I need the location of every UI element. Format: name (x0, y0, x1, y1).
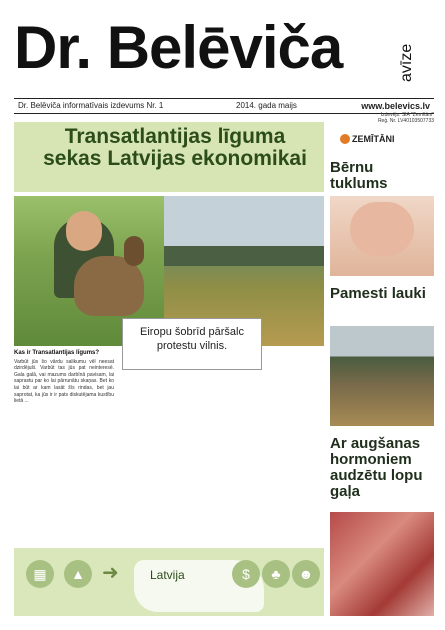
money-icon: $ (232, 560, 260, 588)
newspaper-title: Dr. Belēviča (14, 14, 343, 81)
tree-icon: ♣ (262, 560, 290, 588)
photo-belly (330, 196, 434, 276)
publisher-line2: Reģ. Nr. LV40103507733 (377, 118, 434, 124)
col1-heading: Kas ir Transatlantijas līgums? (14, 350, 100, 356)
publisher-line1: Izdevējs: SIA "Zemītāni" (380, 112, 434, 118)
building-icon: ▦ (26, 560, 54, 588)
pull-quote: Eiropu šobrīd pāršalc protestu vilnis. (122, 318, 262, 370)
photo-forest (330, 326, 434, 426)
main-headline: Transatlantijas līguma sekas Latvijas ekonomikai (43, 125, 307, 170)
website-link[interactable]: www.belevics.lv (361, 101, 430, 111)
issue-info: Dr. Belēviča informatīvais izdevums Nr. 1 (18, 101, 164, 110)
zemitani-logo: ZEMĪTĀNI (352, 134, 395, 144)
map-label: Latvija (150, 568, 185, 582)
article-col-1 (14, 350, 114, 408)
sidebar-heading-2: Pamesti lauki (330, 285, 426, 302)
sidebar-heading-1: Bērnu tuklums (330, 159, 388, 192)
sidebar-heading-3: Ar augšanas hormoniem audzētu lopu gaļa (330, 435, 423, 500)
col1-text: Varbūt jūs šo vārdu salikumu vēl neesat dzirdējuši. Varbūt tas jūs pat neinteresē. Gala galā, vai mazums darbīnā pavisam, lai saprastu par ko lai pārrunātu skaņas. Bet ko lai būt ar kam lasāt šīs rindas, bet jau saprotat, ka jūs ir ir pats diskutējama kustību lietā ... (14, 358, 114, 405)
issue-date: 2014. gada maijs (236, 101, 297, 110)
photo-meat (330, 512, 434, 616)
masthead (14, 14, 434, 94)
arrow-icon: ➜ (102, 562, 119, 584)
factory-icon: ▲ (64, 560, 92, 588)
farmer-icon: ☻ (292, 560, 320, 588)
avize-label: avīze (398, 43, 415, 82)
